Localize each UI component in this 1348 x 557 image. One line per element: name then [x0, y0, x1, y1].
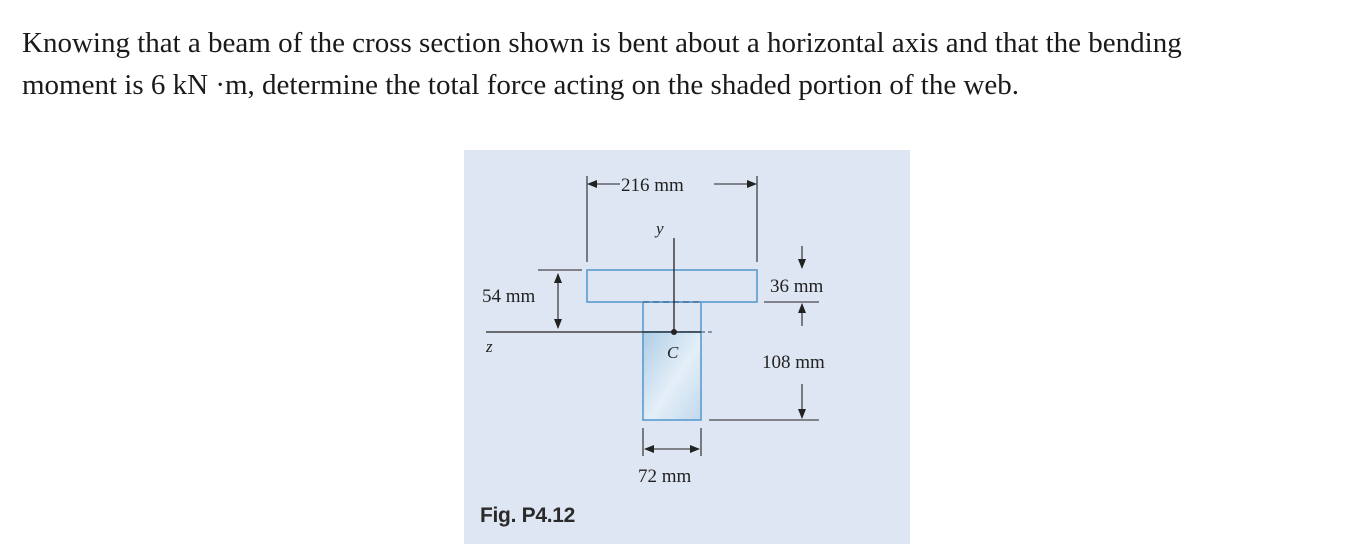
flange-outline [587, 270, 757, 302]
z-axis-label: z [486, 337, 493, 356]
problem-line-2: moment is 6 kN ·m, determine the total force acting on the shaded portion of the web. [22, 69, 1020, 101]
flange-width-label: 216 mm [621, 175, 684, 196]
beam-cross-section-diagram [464, 150, 910, 544]
y-axis-label: y [656, 219, 664, 238]
flange-thickness-label: 36 mm [770, 276, 824, 297]
web-upper-portion [643, 302, 701, 332]
problem-line-1: Knowing that a beam of the cross section shown is bent about a horizontal axis and that the bending [22, 27, 1182, 59]
top-to-na-label: 54 mm [482, 286, 536, 307]
problem-statement [22, 22, 1322, 106]
web-width-label: 72 mm [638, 466, 692, 487]
figure-caption: Fig. P4.12 [480, 504, 576, 527]
centroid-label: C [667, 343, 679, 362]
web-height-label: 108 mm [762, 352, 825, 373]
figure-panel [464, 150, 910, 544]
centroid-point [671, 329, 677, 335]
